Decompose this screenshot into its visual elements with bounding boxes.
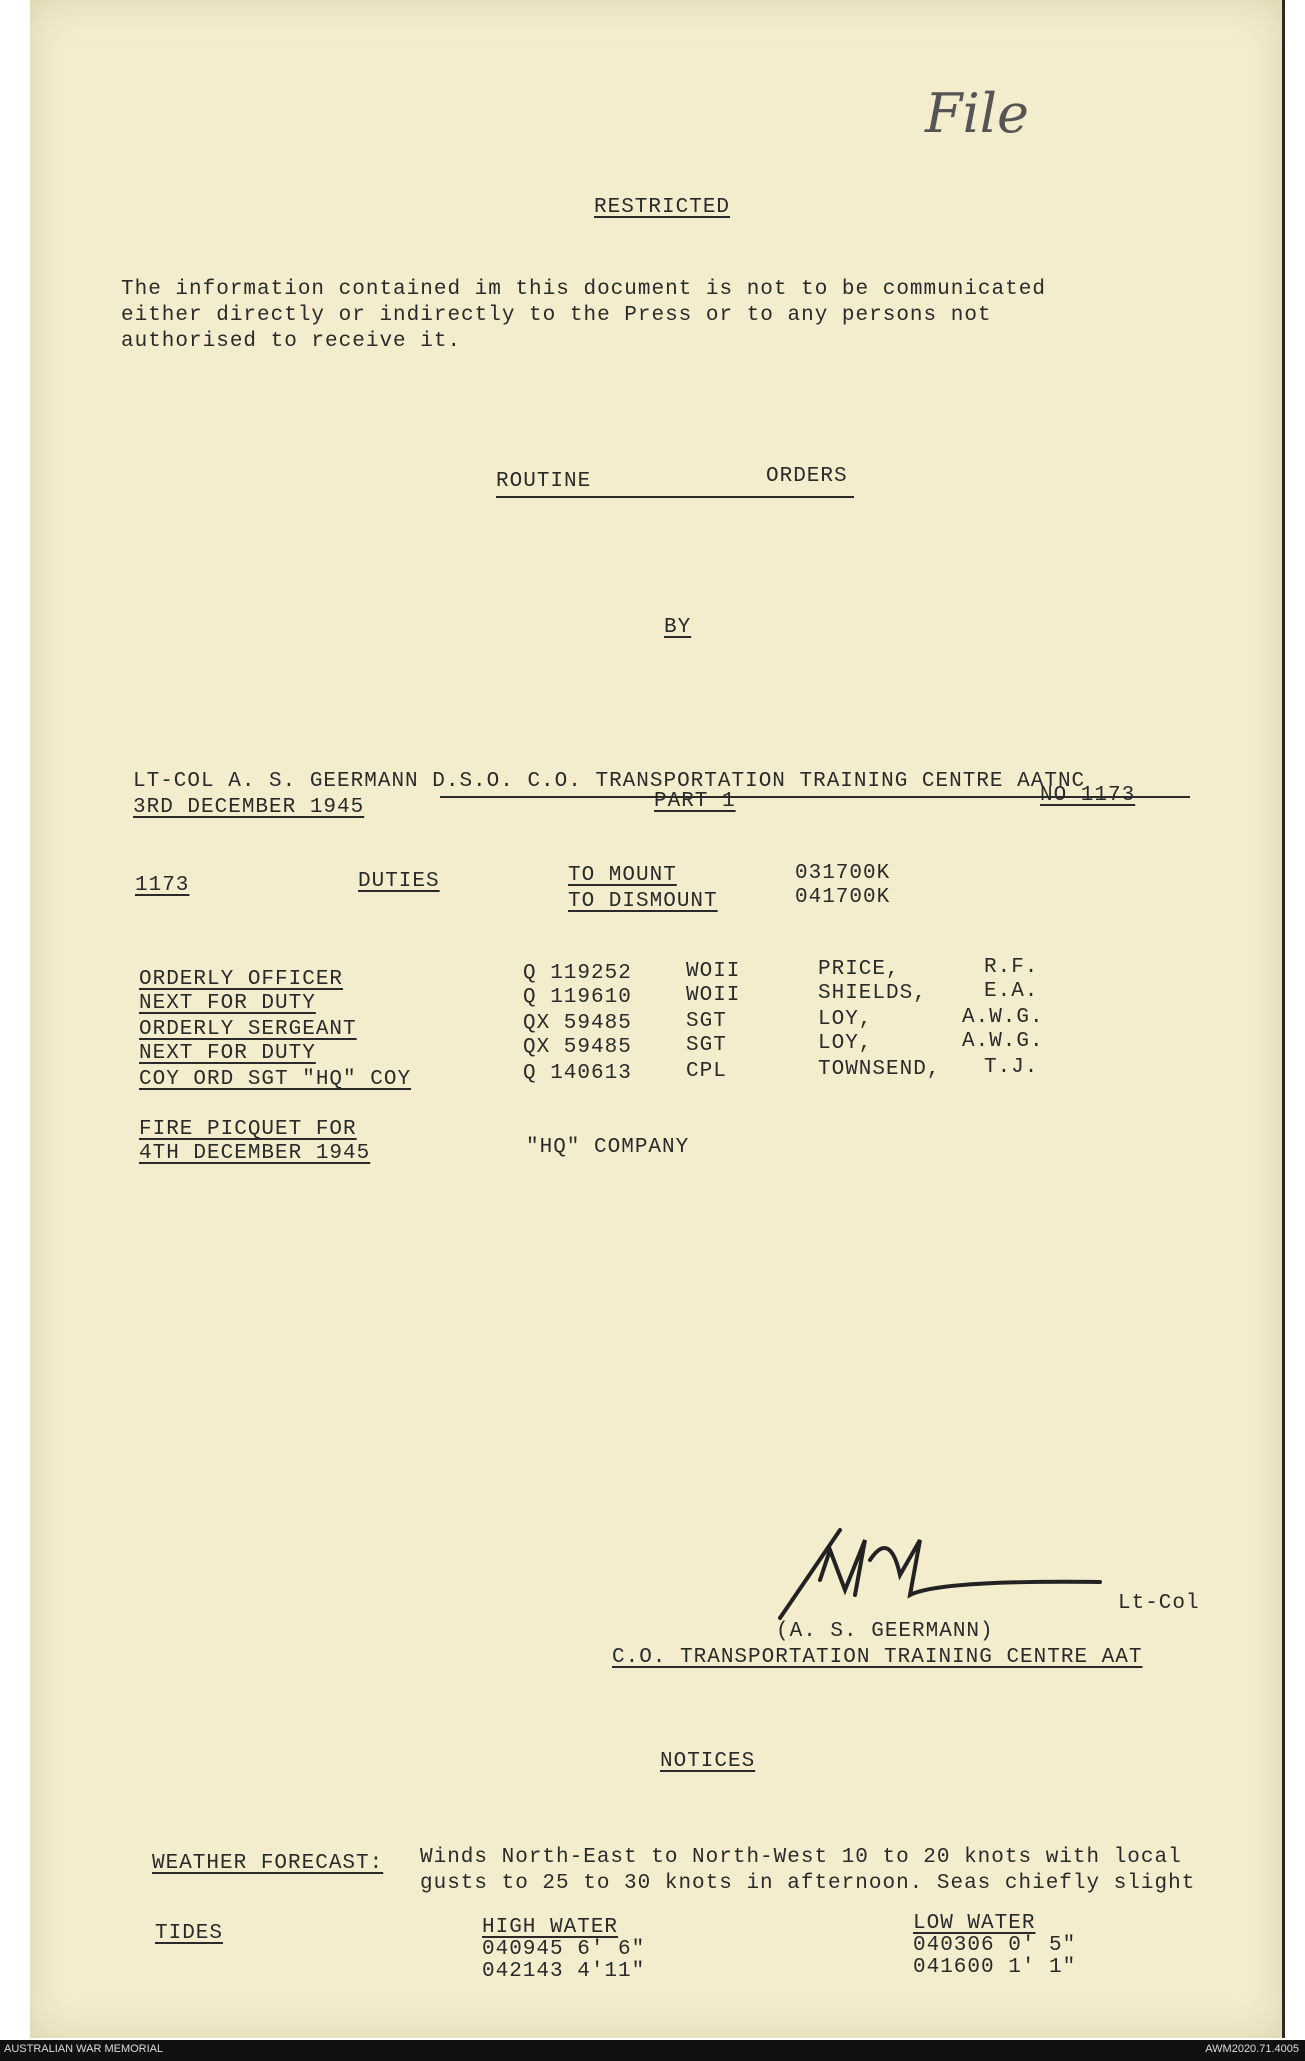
duty-name: TOWNSEND, (818, 1058, 941, 1081)
notices-heading: NOTICES (660, 1750, 756, 1773)
to-dismount-value: 041700K (795, 886, 891, 909)
footer-strip (0, 2040, 1305, 2061)
notice-line-1: The information contained im this document is not to be communicated (121, 278, 1046, 301)
notice-line-2: either directly or indirectly to the Press or to any persons not (121, 304, 992, 327)
duty-name: LOY, (818, 1032, 873, 1055)
restricted-heading: RESTRICTED (594, 196, 731, 219)
weather-line-2: gusts to 25 to 30 knots in afternoon. Seas chiefly slight (420, 1872, 1196, 1895)
signature-title: C.O. TRANSPORTATION TRAINING CENTRE AAT (612, 1646, 1143, 1669)
by-heading: BY (664, 616, 692, 639)
duty-initials: A.W.G. (962, 1006, 1044, 1029)
high-water-label: HIGH WATER (482, 1916, 619, 1939)
high-water-2: 042143 4'11" (482, 1960, 646, 1983)
duty-role: NEXT FOR DUTY (139, 1042, 316, 1065)
to-mount-value: 031700K (795, 862, 891, 885)
routine-orders-underline (496, 496, 854, 498)
orders-word: ORDERS (766, 465, 848, 488)
order-number: NO 1173 (1040, 784, 1136, 807)
order-date: 3RD DECEMBER 1945 (133, 796, 365, 819)
duty-rank: CPL (686, 1060, 727, 1083)
routine-word: ROUTINE (496, 470, 592, 493)
handwritten-note: File (925, 82, 1029, 145)
duty-name: LOY, (818, 1008, 873, 1031)
fire-picquet-label-1: FIRE PICQUET FOR (139, 1118, 357, 1141)
duty-rank: SGT (686, 1010, 727, 1033)
duty-name: PRICE, (818, 958, 900, 981)
duty-name: SHIELDS, (818, 982, 927, 1005)
duties-title: DUTIES (358, 870, 440, 893)
low-water-1: 040306 0' 5" (913, 1934, 1077, 1957)
duty-rank: WOII (686, 960, 741, 983)
duty-role: COY ORD SGT "HQ" COY (139, 1068, 412, 1091)
duty-number: QX 59485 (523, 1012, 632, 1035)
footer-left-caption: AUSTRALIAN WAR MEMORIAL (4, 2043, 164, 2055)
footer-right-caption: AWM2020.71.4005 (1205, 2043, 1299, 2055)
low-water-2: 041600 1' 1" (913, 1956, 1077, 1979)
low-water-label: LOW WATER (913, 1912, 1036, 1935)
fire-picquet-value: "HQ" COMPANY (526, 1136, 690, 1159)
weather-line-1: Winds North-East to North-West 10 to 20 knots with local (420, 1846, 1182, 1869)
duty-initials: A.W.G. (962, 1030, 1044, 1053)
signature-scribble (770, 1520, 1110, 1630)
duty-initials: T.J. (984, 1056, 1039, 1079)
duty-number: QX 59485 (523, 1036, 632, 1059)
duties-number: 1173 (135, 874, 190, 897)
signature-rank: Lt-Col (1118, 1592, 1200, 1615)
duty-number: Q 119252 (523, 962, 632, 985)
duty-number: Q 140613 (523, 1062, 632, 1085)
duty-role: ORDERLY OFFICER (139, 968, 344, 991)
duty-initials: E.A. (984, 980, 1039, 1003)
duty-rank: WOII (686, 984, 741, 1007)
high-water-1: 040945 6' 6" (482, 1938, 646, 1961)
weather-label: WEATHER FORECAST: (152, 1852, 384, 1875)
signature-name: (A. S. GEERMANN) (776, 1620, 994, 1643)
to-dismount-label: TO DISMOUNT (568, 890, 718, 913)
duty-role: ORDERLY SERGEANT (139, 1018, 357, 1041)
duty-rank: SGT (686, 1034, 727, 1057)
part-label: PART 1 (654, 790, 736, 813)
issuer-line: LT-COL A. S. GEERMANN D.S.O. C.O. TRANSPORTATION TRAINING CENTRE AATNC (133, 770, 1086, 793)
fire-picquet-label-2: 4TH DECEMBER 1945 (139, 1142, 371, 1165)
to-mount-label: TO MOUNT (568, 864, 677, 887)
tides-label: TIDES (155, 1922, 224, 1945)
duty-initials: R.F. (984, 956, 1039, 979)
duty-role: NEXT FOR DUTY (139, 992, 316, 1015)
duty-number: Q 119610 (523, 986, 632, 1009)
notice-line-3: authorised to receive it. (121, 330, 462, 353)
